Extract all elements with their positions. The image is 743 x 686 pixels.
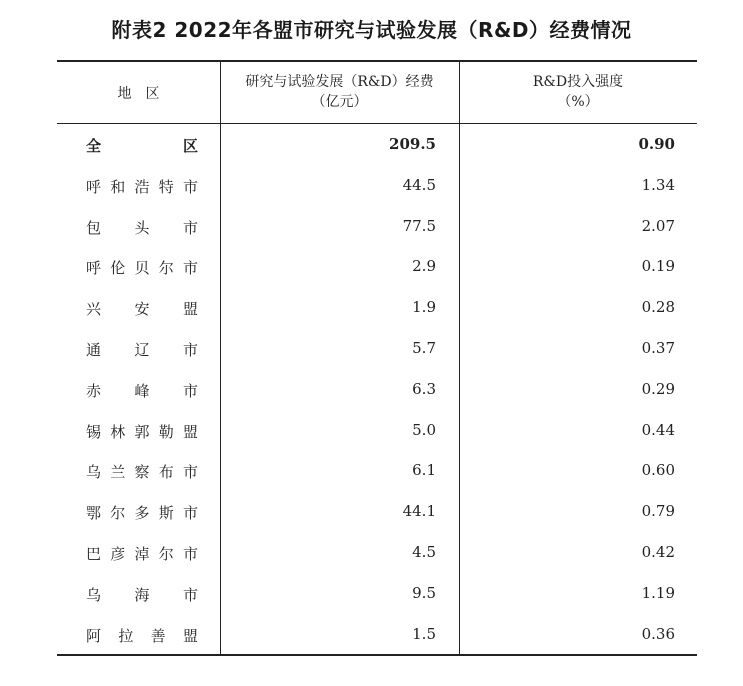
table-row xyxy=(57,532,697,573)
region-cell: 呼和浩特市 xyxy=(86,177,198,196)
expenditure-cell: 5.7 xyxy=(412,339,436,357)
table-row xyxy=(57,287,697,328)
region-cell: 乌兰察布市 xyxy=(86,463,198,482)
expenditure-cell: 9.5 xyxy=(412,583,436,602)
table-row xyxy=(57,165,697,206)
expenditure-cell: 1.5 xyxy=(412,624,436,643)
intensity-cell: 0.36 xyxy=(641,624,675,643)
intensity-cell: 0.44 xyxy=(641,420,675,439)
expenditure-cell: 44.5 xyxy=(402,175,436,194)
expenditure-cell: 209.5 xyxy=(389,135,436,153)
page-title: 附表2 2022年各盟市研究与试验发展（R&D）经费情况 xyxy=(111,18,632,42)
region-cell: 全区 xyxy=(86,137,198,155)
intensity-cell: 0.90 xyxy=(638,135,675,153)
header-region: 地 区 xyxy=(117,86,160,102)
intensity-cell: 0.60 xyxy=(641,461,675,480)
table-row xyxy=(57,614,697,655)
header-expenditure xyxy=(220,72,459,112)
table-row-total xyxy=(57,124,697,165)
table-row xyxy=(57,450,697,491)
table-row xyxy=(57,491,697,532)
region-cell: 赤峰市 xyxy=(86,381,198,400)
intensity-cell: 0.19 xyxy=(641,257,675,276)
intensity-cell: 0.37 xyxy=(641,339,675,357)
table-row xyxy=(57,369,697,410)
intensity-cell: 1.34 xyxy=(641,175,675,194)
expenditure-cell: 4.5 xyxy=(412,543,436,561)
region-cell: 鄂尔多斯市 xyxy=(86,504,198,523)
table-top-rule xyxy=(57,60,697,62)
expenditure-cell: 1.9 xyxy=(412,298,436,317)
intensity-cell: 0.29 xyxy=(641,379,675,398)
table-row xyxy=(57,410,697,451)
table-row xyxy=(57,573,697,614)
header-intensity-unit: （%） xyxy=(557,94,599,110)
expenditure-cell: 2.9 xyxy=(412,257,436,276)
intensity-cell: 0.79 xyxy=(641,502,675,521)
region-cell: 巴彦淖尔市 xyxy=(86,545,198,563)
header-expenditure-unit: （亿元） xyxy=(311,94,368,110)
region-cell: 乌海市 xyxy=(86,585,198,604)
expenditure-cell: 6.3 xyxy=(412,379,436,398)
expenditure-cell: 77.5 xyxy=(402,216,436,235)
intensity-cell: 0.42 xyxy=(641,543,675,561)
expenditure-cell: 44.1 xyxy=(402,502,436,521)
region-cell: 兴安盟 xyxy=(86,300,198,319)
table-row xyxy=(57,246,697,287)
region-cell: 阿拉善盟 xyxy=(86,626,198,645)
intensity-cell: 1.19 xyxy=(641,583,675,602)
expenditure-cell: 6.1 xyxy=(412,461,436,480)
table-row xyxy=(57,328,697,369)
region-cell: 通辽市 xyxy=(86,341,198,359)
intensity-cell: 2.07 xyxy=(641,216,675,235)
region-cell: 包头市 xyxy=(86,218,198,237)
intensity-cell: 0.28 xyxy=(641,298,675,317)
region-cell: 锡林郭勒盟 xyxy=(86,422,198,441)
expenditure-cell: 5.0 xyxy=(412,420,436,439)
table-row xyxy=(57,206,697,247)
header-intensity-line1: R&D投入强度 xyxy=(532,74,624,90)
region-cell: 呼伦贝尔市 xyxy=(86,259,198,278)
header-intensity xyxy=(459,72,697,112)
header-expenditure-line1: 研究与试验发展（R&D）经费 xyxy=(245,74,434,90)
